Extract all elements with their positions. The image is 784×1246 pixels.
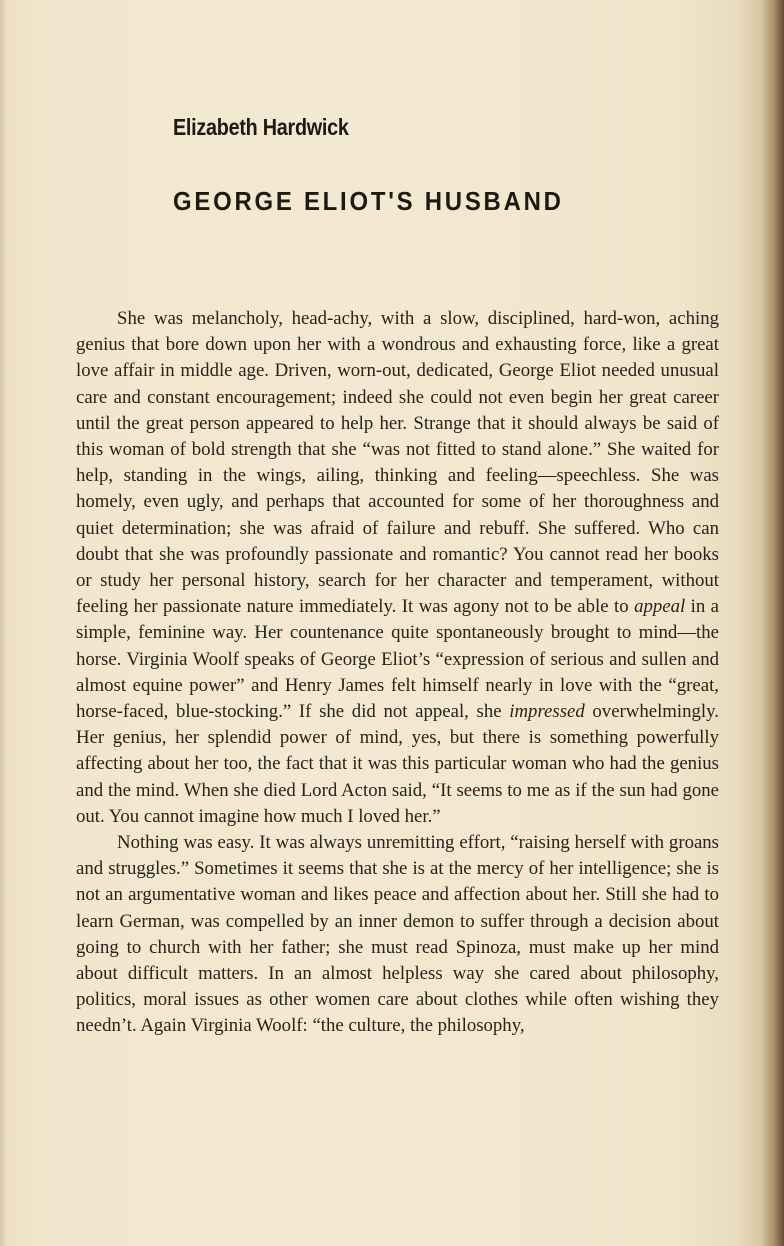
text-run: She was melancholy, head-achy, with a slow, disciplined, hard-won, aching genius that bore down upon her with a wondrous and exhausting force, like a great love affair in middle age. Driven, worn-out, dedicated, George Eliot needed unusual care and constant encouragement; indeed she could not even begin her great career until the great person appeared to help her. Strange that it should always be said of this woman of bold strength that she “was not fitted to stand alone.” She waited for help, standing in the wings, ailing, thinking and feeling—speechless. She was homely, even ugly, and perhaps that accounted for some of her thoroughness and quiet determination; she was afraid of failure and rebuff. She suffered. Who can doubt that she was profoundly passionate and romantic? You cannot read her books or study her personal history, search for her character and temperament, without feeling her passionate nature immediately. It was agony not to be able to [76, 308, 719, 618]
author-name: Elizabeth Hardwick [173, 114, 349, 140]
book-spine-shadow [762, 0, 784, 1246]
text-run: in a simple, feminine way. Her countenance quite spontaneously brought to mind—the horse. Virginia Woolf speaks of George Eliot’s “expression of serious and sullen and almost equine power” and Henry James felt himself nearly in love with the “great, horse-faced, blue-stocking.” If she did not appeal, she [76, 596, 719, 723]
text-run: overwhelmingly. Her genius, her splendid power of mind, yes, but there is something powerfully affecting about her too, the fact that it was this particular woman who had the genius and the mind. When she died Lord Acton said, “It seems to me as if the sun had gone out. You cannot imagine how much I loved her.” [76, 701, 719, 827]
italic-text-run: appeal [634, 596, 686, 618]
paragraph-1 [76, 306, 719, 830]
article-body [76, 306, 719, 1040]
page-edge-shadow [0, 0, 8, 1246]
article-title: GEORGE ELIOT'S HUSBAND [173, 186, 564, 216]
paragraph-2 [76, 830, 719, 1040]
text-run: Nothing was easy. It was always unremitting effort, “raising herself with groans and struggles.” Sometimes it seems that she is at the mercy of her intelligence; she is not an argumentative woman and likes peace and affection about her. Still she had to learn German, was compelled by an inner demon to suffer through a decision about going to church with her father; she must read Spinoza, must make up her mind about difficult matters. In an almost helpless way she cared about philosophy, politics, moral issues as other women care about clothes while often wishing they needn’t. Again Virginia Woolf: “the culture, the philosophy, [76, 832, 719, 1037]
italic-text-run: impressed [509, 701, 585, 723]
